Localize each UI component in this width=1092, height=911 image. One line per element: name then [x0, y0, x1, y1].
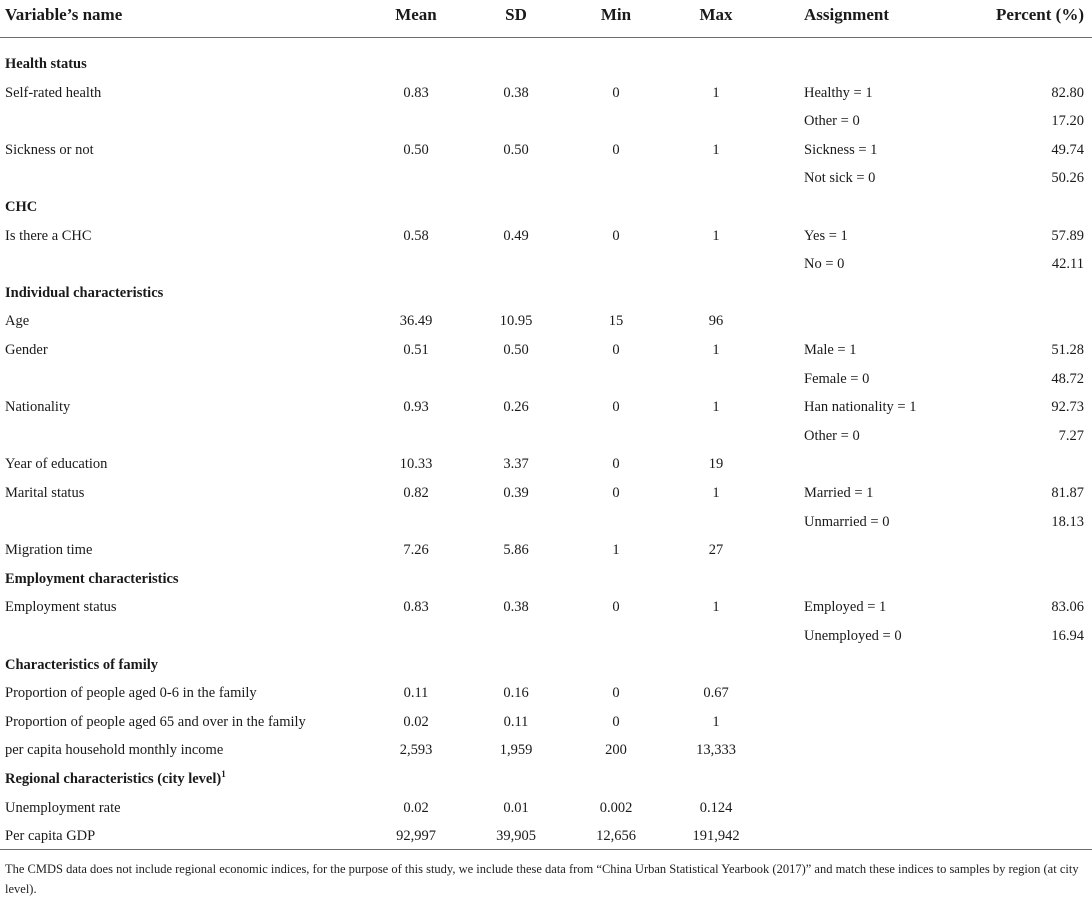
percent-value: 81.87 [1051, 485, 1084, 501]
variable-name: Employment status [5, 599, 117, 616]
mean-value: 0.83 [403, 599, 429, 616]
min-value: 0 [612, 456, 620, 473]
mean-value: 0.11 [403, 685, 429, 702]
bottom-rule [0, 849, 1092, 850]
min-value: 0 [612, 713, 620, 730]
table-row [0, 107, 1092, 135]
min-value: 0 [612, 599, 620, 616]
min-value: 0.002 [599, 799, 633, 816]
percent-value: 18.13 [1051, 513, 1084, 530]
max-value: 1 [712, 485, 720, 501]
min-value: 200 [605, 742, 627, 759]
assignment-value: No = 0 [804, 256, 845, 273]
table-row [0, 622, 1092, 650]
variable-name: Gender [5, 342, 48, 358]
min-value: 0 [612, 227, 620, 244]
min-value: 0 [612, 141, 620, 158]
max-value: 1 [712, 227, 720, 244]
variable-name: Age [5, 313, 30, 330]
table-row [0, 593, 1092, 621]
assignment-value: Sickness = 1 [804, 141, 878, 158]
variable-name: Is there a CHC [5, 227, 92, 244]
section-row [0, 193, 1092, 221]
variable-name: Migration time [5, 542, 93, 559]
sd-value: 0.16 [503, 685, 529, 702]
section-row [0, 651, 1092, 679]
min-value: 1 [612, 542, 620, 559]
table-row [0, 708, 1092, 736]
mean-value: 0.82 [403, 485, 429, 501]
variable-name: per capita household monthly income [5, 742, 224, 759]
mean-value: 0.58 [403, 227, 429, 244]
min-value: 0 [612, 84, 620, 101]
sd-value: 0.50 [503, 141, 529, 158]
mean-value: 0.02 [403, 799, 429, 816]
section-row [0, 765, 1092, 793]
assignment-value: Unemployed = 0 [804, 628, 902, 644]
header-min: Min [600, 5, 632, 24]
section-title: Characteristics of family [5, 656, 159, 673]
table-row [0, 250, 1092, 278]
sd-value: 5.86 [503, 542, 529, 559]
max-value: 13,333 [696, 742, 736, 759]
footnote-marker: 1 [221, 769, 226, 779]
variable-name: Year of education [5, 456, 108, 473]
max-value: 1 [712, 599, 720, 616]
table-row [0, 164, 1092, 192]
variable-name: Unemployment rate [5, 799, 121, 816]
sd-value: 0.38 [503, 84, 529, 101]
assignment-value: Not sick = 0 [804, 170, 876, 187]
max-value: 1 [712, 399, 720, 416]
table-row [0, 450, 1092, 478]
max-value: 1 [712, 713, 720, 730]
max-value: 0.67 [703, 685, 729, 702]
variable-name: Sickness or not [5, 141, 94, 158]
section-title: Health status [5, 56, 87, 72]
mean-value: 10.33 [399, 456, 433, 473]
table-row [0, 222, 1092, 250]
sd-value: 10.95 [499, 313, 533, 330]
mean-value: 0.02 [403, 713, 429, 730]
percent-value: 50.26 [1051, 170, 1084, 187]
sd-value: 1,959 [499, 742, 533, 759]
assignment-value: Female = 0 [804, 370, 870, 387]
sd-value: 0.50 [503, 342, 529, 358]
mean-value: 92,997 [396, 828, 436, 845]
header-max: Max [699, 5, 733, 24]
min-value: 0 [612, 485, 620, 501]
header-variable: Variable’s name [5, 5, 123, 24]
variable-name: Proportion of people aged 65 and over in the family [5, 713, 306, 730]
percent-value: 92.73 [1051, 399, 1084, 416]
max-value: 1 [712, 342, 720, 358]
assignment-value: Employed = 1 [804, 599, 887, 616]
assignment-value: Married = 1 [804, 485, 874, 501]
mean-value: 0.83 [403, 84, 429, 101]
percent-value: 7.27 [1058, 427, 1084, 444]
table-row [0, 136, 1092, 164]
max-value: 19 [708, 456, 724, 473]
min-value: 15 [608, 313, 624, 330]
table-row [0, 79, 1092, 107]
variable-name: Proportion of people aged 0-6 in the family [5, 685, 257, 702]
max-value: 96 [708, 313, 724, 330]
section-title-group [5, 765, 226, 793]
percent-value: 17.20 [1051, 113, 1084, 130]
table-row [0, 508, 1092, 536]
min-value: 12,656 [596, 828, 636, 845]
sd-value: 0.26 [503, 399, 529, 416]
section-title: Employment characteristics [5, 570, 179, 587]
mean-value: 0.51 [403, 342, 429, 358]
section-title: CHC [5, 199, 38, 215]
sd-value: 0.01 [503, 799, 529, 816]
variable-name: Per capita GDP [5, 828, 96, 845]
mean-value: 0.50 [403, 141, 429, 158]
variable-name: Marital status [5, 485, 85, 501]
table-row [0, 822, 1092, 850]
header-mean: Mean [395, 5, 437, 24]
table-row [0, 307, 1092, 335]
table-row [0, 336, 1092, 364]
max-value: 0.124 [699, 799, 733, 816]
header-percent: Percent (%) [996, 5, 1084, 24]
table-row [0, 794, 1092, 822]
section-title: Regional characteristics (city level) [5, 771, 222, 787]
max-value: 1 [712, 141, 720, 158]
max-value: 191,942 [692, 828, 740, 845]
percent-value: 16.94 [1051, 628, 1084, 644]
min-value: 0 [612, 685, 620, 702]
mean-value: 36.49 [399, 313, 433, 330]
sd-value: 0.38 [503, 599, 529, 616]
table-footnote: The CMDS data does not include regional economic indices, for the purpose of this study, we include these data from “China Urban Statistical Yearbook (2017)” and match these indices to samples by region (at city level). [5, 862, 1079, 896]
percent-value: 82.80 [1051, 84, 1084, 101]
sd-value: 39,905 [496, 828, 536, 845]
assignment-value: Other = 0 [804, 427, 860, 444]
sd-value: 0.49 [503, 227, 529, 244]
section-row [0, 279, 1092, 307]
table-row [0, 536, 1092, 564]
table-row [0, 422, 1092, 450]
table-row [0, 365, 1092, 393]
header-rule [0, 37, 1092, 38]
section-row [0, 565, 1092, 593]
table-row [0, 736, 1092, 764]
max-value: 27 [708, 542, 724, 559]
table-header [0, 0, 1092, 36]
mean-value: 7.26 [403, 542, 429, 559]
assignment-value: Other = 0 [804, 113, 860, 130]
assignment-value: Unmarried = 0 [804, 513, 890, 530]
percent-value: 49.74 [1051, 141, 1084, 158]
section-title: Individual characteristics [5, 284, 164, 301]
header-sd: SD [505, 5, 527, 24]
mean-value: 0.93 [403, 399, 429, 416]
sd-value: 0.39 [503, 485, 529, 501]
percent-value: 83.06 [1051, 599, 1084, 616]
table-row [0, 479, 1092, 507]
percent-value: 57.89 [1051, 227, 1084, 244]
assignment-value: Han nationality = 1 [804, 399, 917, 416]
sd-value: 3.37 [503, 456, 529, 473]
assignment-value: Yes = 1 [804, 227, 848, 244]
min-value: 0 [612, 399, 620, 416]
variable-name: Nationality [5, 399, 71, 416]
variable-name: Self-rated health [5, 84, 102, 101]
percent-value: 51.28 [1051, 342, 1084, 358]
percent-value: 48.72 [1051, 370, 1084, 387]
assignment-value: Male = 1 [804, 342, 857, 358]
mean-value: 2,593 [399, 742, 433, 759]
sd-value: 0.11 [503, 713, 529, 730]
min-value: 0 [612, 342, 620, 358]
section-row [0, 50, 1092, 78]
max-value: 1 [712, 84, 720, 101]
header-assignment: Assignment [804, 5, 890, 24]
table-row [0, 393, 1092, 421]
table-row [0, 679, 1092, 707]
percent-value: 42.11 [1051, 256, 1084, 273]
assignment-value: Healthy = 1 [804, 84, 873, 101]
